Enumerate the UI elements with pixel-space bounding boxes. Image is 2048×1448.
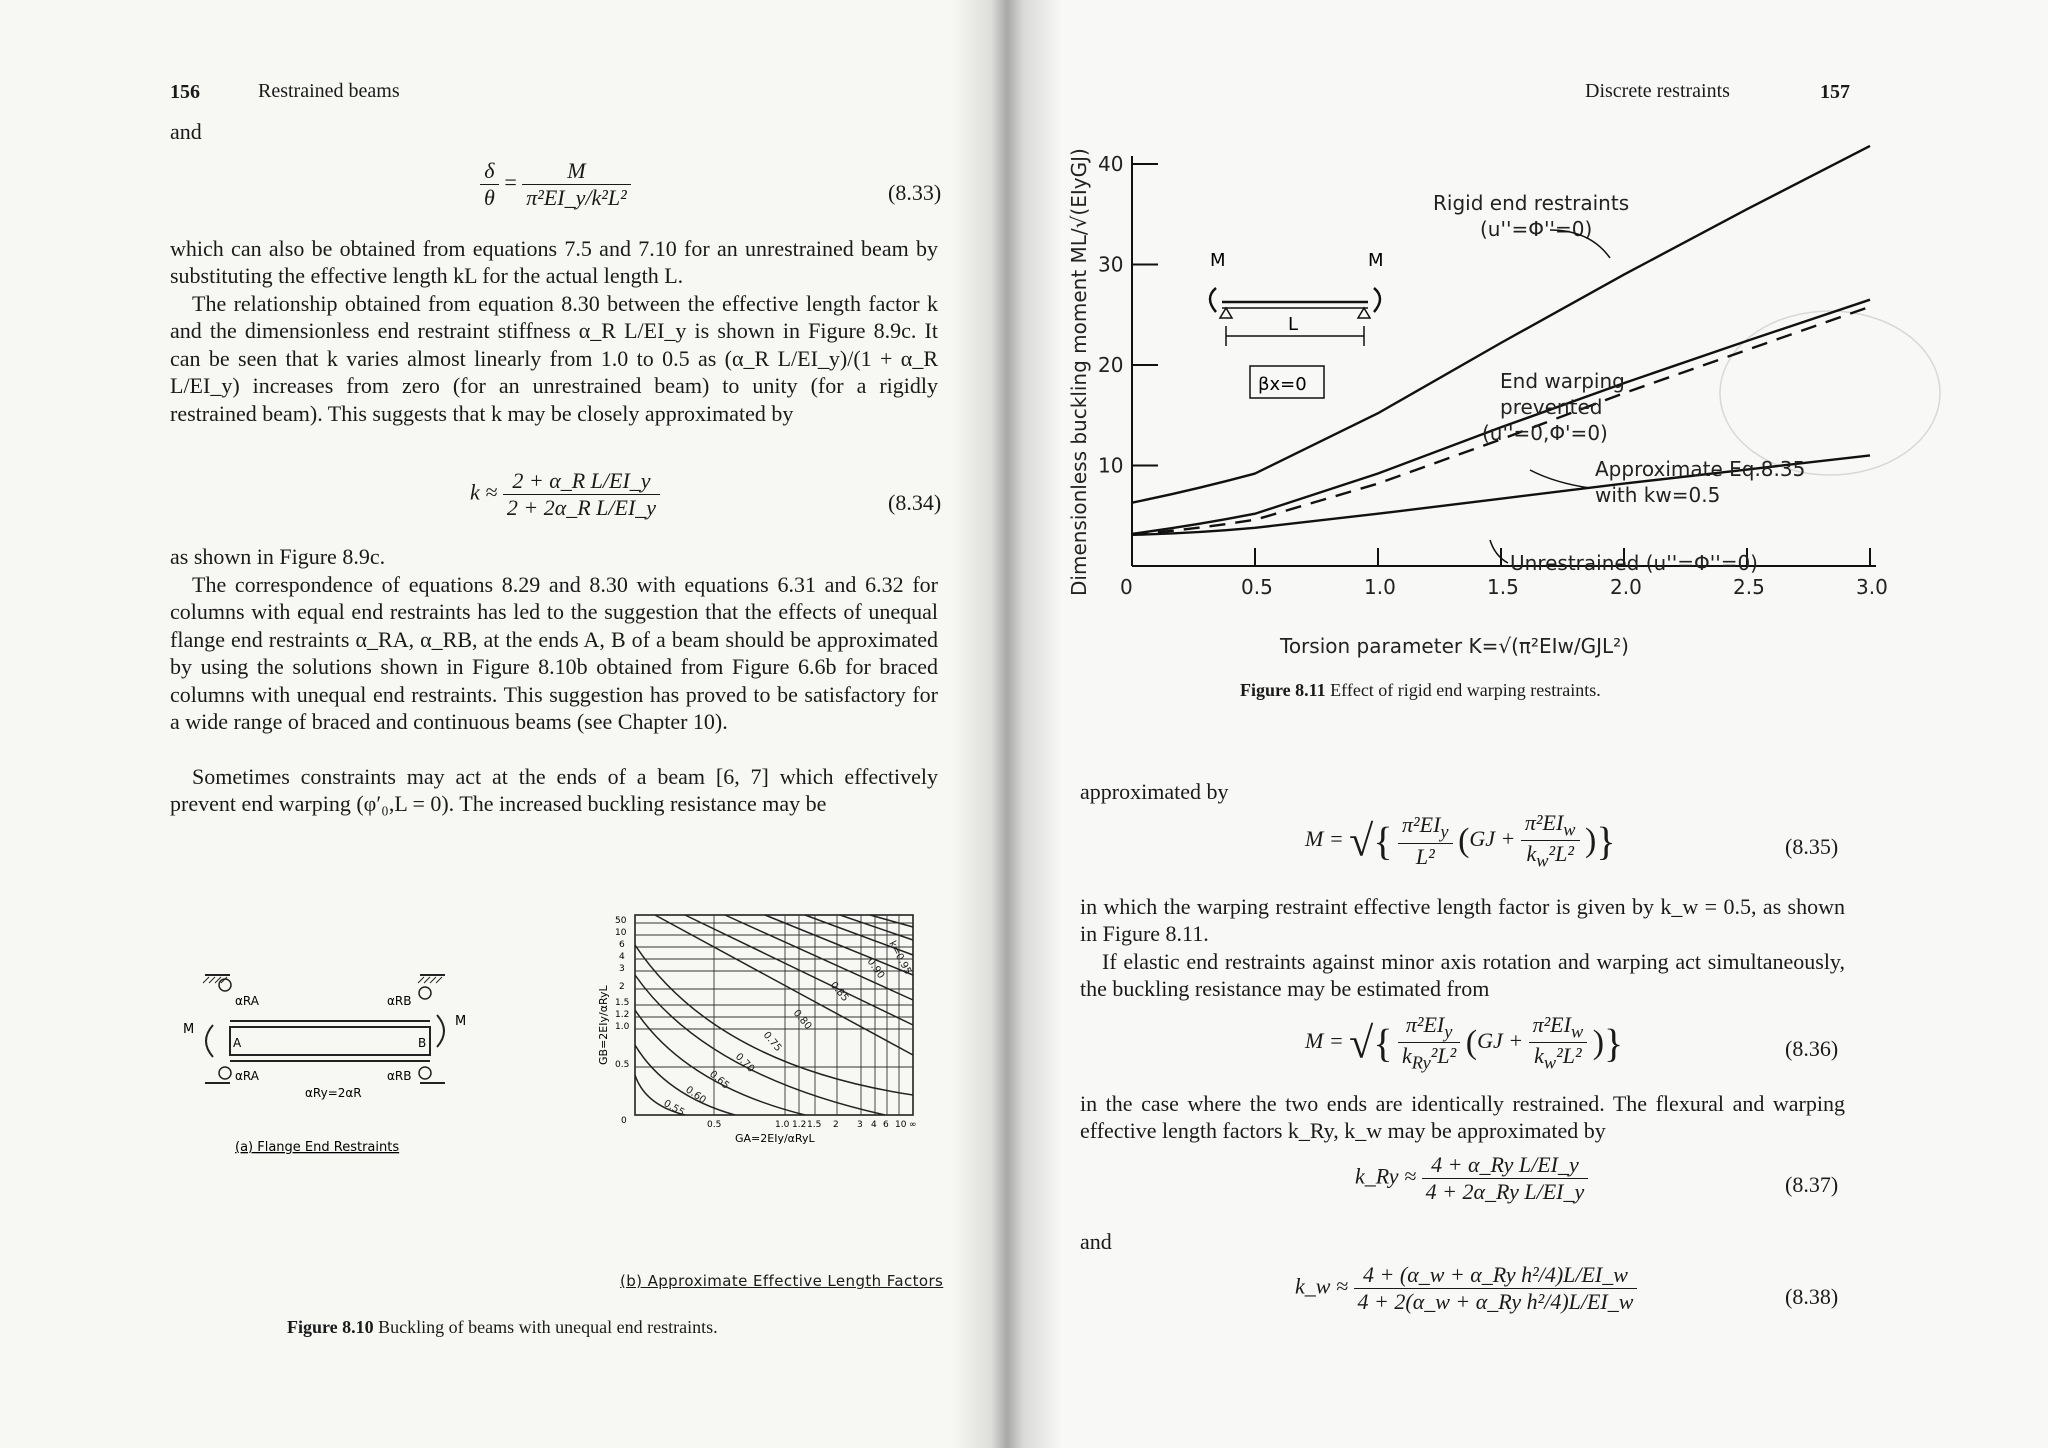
paragraph: If elastic end restraints against minor axis rotation and warping act simultaneously, the buckling resistance may be estimated from — [1080, 949, 1845, 1002]
label-alpha-ry: αRy=2αR — [305, 1086, 362, 1100]
y-tick-label: 20 — [1098, 353, 1124, 377]
svg-text:0.65: 0.65 — [707, 1068, 732, 1092]
x-tick-label: 0 — [1120, 575, 1133, 599]
equation-8-34: k ≈ $\frac{\text{2 + α\_R L/EI\_y}}{\text{2 + 2α\_R L/EI\_y}}$ — [470, 468, 660, 521]
svg-text:∞: ∞ — [909, 1120, 917, 1130]
left-page — [0, 0, 990, 1448]
paragraph: in which the warping restraint effective length factor is given by k_w = 0.5, as shown in Figure 8.11. — [1080, 894, 1845, 947]
svg-text:3: 3 — [857, 1120, 863, 1130]
y-tick-label: 40 — [1098, 152, 1124, 176]
svg-text:(u''=Φ''=0): (u''=Φ''=0) — [1480, 217, 1593, 241]
svg-text:prevented: prevented — [1500, 395, 1603, 419]
label-a: A — [233, 1036, 242, 1050]
figure-8-10a — [175, 955, 475, 1175]
svg-text:0.85: 0.85 — [827, 979, 851, 1004]
svg-text:1.2: 1.2 — [792, 1120, 807, 1130]
figure-8-11-chart — [1050, 118, 1950, 678]
svg-text:4: 4 — [871, 1120, 877, 1130]
svg-text:50: 50 — [615, 916, 627, 926]
svg-text:M: M — [1368, 250, 1384, 271]
equation-8-35: M = √{ $\frac{\pi^2EI_y}{\text{L²}}$ (GJ + $\frac{\pi^2EI_w}{k_w^2L^2}$ )} — [1305, 810, 1616, 871]
equation-number-8-36: (8.36) — [1785, 1036, 1839, 1061]
svg-text:0.60: 0.60 — [683, 1084, 708, 1107]
svg-text:(u''=0,Φ'=0): (u''=0,Φ'=0) — [1482, 421, 1608, 445]
x-tick-label: 3.0 — [1856, 575, 1888, 599]
equation-number-8-38: (8.38) — [1785, 1284, 1839, 1309]
label-alpha-rb: αRB — [387, 994, 412, 1008]
x-axis-label: Torsion parameter K=√(π²EIw/GJL²) — [1280, 634, 1629, 658]
paragraph: The relationship obtained from equation 8.30 between the effective length factor k and the dimensionless end restraint stiffness α_R L/EI_y is shown in Figure 8.9c. It can be seen that k varies almost linearly from 1.0 to 0.5 as (α_R L/EI_y)/(1 + α_R L/EI_y) increases from zero (for an unrestrained beam) to unity (for a rigidly restrained beam). This suggests that k may be closely approximated by — [170, 291, 938, 426]
x-tick-label: 2.0 — [1610, 575, 1642, 599]
svg-text:M: M — [1210, 250, 1226, 271]
y-tick-label: 30 — [1098, 252, 1124, 277]
y-tick-label: 10 — [1098, 453, 1124, 478]
svg-text:1.5: 1.5 — [807, 1120, 822, 1130]
svg-text:Unrestrained (u''=Φ''=0): Unrestrained (u''=Φ''=0) — [1510, 551, 1758, 575]
svg-text:1.5: 1.5 — [615, 998, 630, 1008]
label-b: B — [418, 1036, 427, 1050]
equation-number-8-37: (8.37) — [1785, 1172, 1839, 1197]
svg-text:Approximate Eq.8.35: Approximate Eq.8.35 — [1595, 457, 1806, 481]
svg-text:2: 2 — [619, 982, 625, 992]
svg-text:2: 2 — [833, 1120, 839, 1130]
x-tick-label: 0.5 — [1241, 575, 1273, 599]
svg-text:4: 4 — [619, 952, 625, 962]
svg-text:k=0.95: k=0.95 — [886, 939, 914, 977]
label-alpha-ra: αRA — [235, 994, 259, 1008]
nomograph-ylabel: GB=2EIy/αRyL — [597, 985, 610, 1065]
caption-810b: (b) Approximate Effective Length Factors — [620, 1272, 944, 1290]
book-gutter-shadow — [952, 0, 1062, 1448]
inset-beam-sketch — [1210, 250, 1384, 398]
text-and: and — [170, 119, 202, 144]
pencil-mark — [1720, 311, 1940, 475]
y-axis-label: Dimensionless buckling moment ML/√(EIyGJ) — [1067, 148, 1091, 596]
label-m-right: M — [455, 1014, 467, 1029]
caption-810a: (a) Flange End Restraints — [235, 1140, 400, 1155]
svg-text:6: 6 — [883, 1120, 889, 1130]
paragraph: The correspondence of equations 8.29 and 8.30 with equations 6.31 and 6.32 for columns with equal end restraints has led to the suggestion that the effects of unequal flange end restraints α_RA, α_RB, at the ends A, B of a beam should be approximated by using the solutions shown in Figure 8.10b obtained from Figure 6.6b for braced columns with unequal end restraints. This suggestion has proved to be satisfactory for a wide range of braced and continuous beams (see Chapter 10). — [170, 572, 938, 735]
equation-8-38: k_w ≈ $\frac{\text{4 + (α\_w + α\_Ry h²/4)L/EI\_w}}{\text{4 + 2(α\_w + α\_Ry h²/4)L/EI\_w}}$ — [1295, 1262, 1637, 1315]
paragraph: in the case where the two ends are identically restrained. The flexural and warping effective length factors k_Ry, k_w may be approximated by — [1080, 1091, 1845, 1144]
svg-text:10: 10 — [615, 928, 627, 938]
svg-text:0.5: 0.5 — [615, 1060, 630, 1070]
page-number: 156 — [170, 81, 200, 103]
running-head: Restrained beams — [258, 80, 400, 102]
text-and: and — [1080, 1229, 1112, 1254]
figure-caption-8-11: Figure 8.11 Effect of rigid end warping restraints. — [1240, 680, 1601, 700]
paragraph: Sometimes constraints may act at the ends of a beam [6, 7] which effectively prevent end warping (φ′₀,L = 0). The increased buckling resistance may be — [170, 764, 938, 817]
x-tick-label: 2.5 — [1733, 575, 1765, 599]
svg-text:0: 0 — [621, 1116, 627, 1126]
svg-text:10: 10 — [895, 1120, 907, 1130]
svg-text:0.5: 0.5 — [707, 1120, 722, 1130]
label-alpha-ra: αRA — [235, 1069, 259, 1083]
x-tick-label: 1.5 — [1487, 575, 1519, 599]
svg-text:βx=0: βx=0 — [1258, 374, 1307, 395]
svg-text:1.0: 1.0 — [775, 1120, 790, 1130]
svg-text:3: 3 — [619, 964, 625, 974]
svg-text:Rigid end restraints: Rigid end restraints — [1433, 191, 1630, 215]
svg-text:0.75: 0.75 — [760, 1029, 784, 1054]
svg-text:0.90: 0.90 — [864, 956, 887, 981]
chart-annotations — [1433, 191, 1805, 575]
page-number: 157 — [1820, 81, 1850, 103]
label-alpha-rb: αRB — [387, 1069, 412, 1083]
svg-text:0.70: 0.70 — [732, 1051, 757, 1075]
nomograph-xlabel: GA=2EIy/αRyL — [735, 1132, 815, 1145]
label-m-left: M — [183, 1022, 195, 1037]
equation-number-8-35: (8.35) — [1785, 834, 1839, 859]
figure-caption-8-10: Figure 8.10 Buckling of beams with unequal end restraints. — [287, 1317, 718, 1337]
equation-number-8-33: (8.33) — [888, 180, 942, 205]
svg-text:End warping: End warping — [1500, 369, 1625, 393]
svg-text:1.0: 1.0 — [615, 1022, 630, 1032]
paragraph: as shown in Figure 8.9c. — [170, 544, 386, 569]
svg-text:0.80: 0.80 — [790, 1007, 814, 1032]
figure-8-10b — [585, 905, 950, 1155]
x-tick-label: 1.0 — [1364, 575, 1396, 599]
paragraph: which can also be obtained from equations 7.5 and 7.10 for an unrestrained beam by substituting the effective length kL for the actual length L. — [170, 236, 938, 289]
svg-text:with kw=0.5: with kw=0.5 — [1595, 483, 1721, 507]
right-page — [990, 0, 2048, 1448]
equation-8-33: $\frac{\delta}{\theta}$ = $\frac{M}{\text{π²EI\_y/k²L²}}$ — [480, 158, 631, 211]
paragraph: approximated by — [1080, 779, 1229, 804]
svg-text:L: L — [1288, 314, 1299, 335]
svg-text:0.55: 0.55 — [661, 1098, 687, 1119]
equation-8-36: M = √{ $\frac{\pi^2EI_y}{k_{Ry}^2L^2}$ (GJ + $\frac{\pi^2EI_w}{k_w^2L^2}$ )} — [1305, 1012, 1624, 1073]
svg-text:1.2: 1.2 — [615, 1010, 630, 1020]
running-head: Discrete restraints — [1585, 80, 1730, 102]
equation-number-8-34: (8.34) — [888, 490, 942, 515]
equation-8-37: k_Ry ≈ $\frac{\text{4 + α\_Ry L/EI\_y}}{\text{4 + 2α\_Ry L/EI\_y}}$ — [1355, 1152, 1588, 1205]
svg-text:6: 6 — [619, 940, 625, 950]
